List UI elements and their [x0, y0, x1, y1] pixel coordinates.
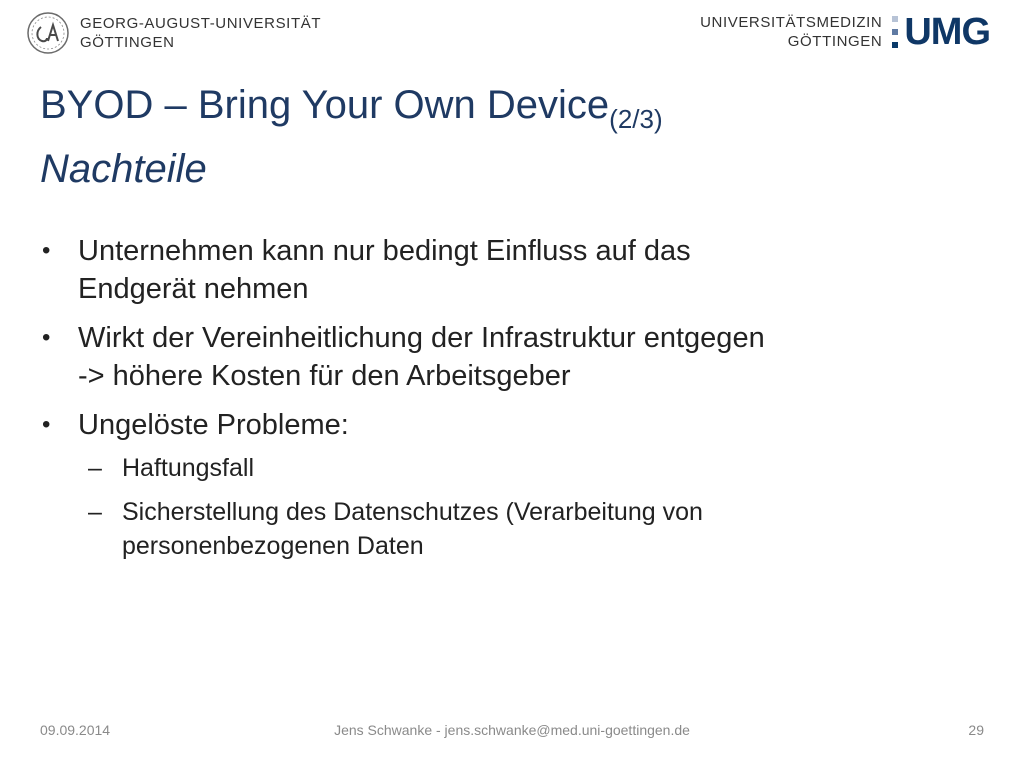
bullet-item — [40, 232, 980, 308]
slide-title — [40, 80, 663, 194]
bullet-dot-icon: • — [42, 324, 51, 351]
footer-author: Jens Schwanke - jens.schwanke@med.uni-goettingen.de — [334, 722, 690, 738]
umg-logo — [700, 12, 990, 52]
university-logo — [26, 10, 321, 56]
sub-bullet-line: personenbezogenen Daten — [122, 532, 424, 560]
university-name — [80, 14, 321, 52]
sub-bullet-item — [40, 451, 980, 485]
footer-page-number: 29 — [968, 722, 984, 738]
bullet-line: Endgerät nehmen — [78, 273, 309, 305]
footer-date: 09.09.2014 — [40, 722, 111, 738]
medical-center-name-line2: GÖTTINGEN — [787, 33, 883, 50]
bullet-item — [40, 406, 980, 444]
bullet-dot-icon: • — [42, 411, 51, 438]
title-line — [40, 80, 663, 144]
bullet-line: Unternehmen kann nur bedingt Einfluss auf das — [78, 235, 691, 267]
university-name-line2: GÖTTINGEN — [80, 34, 175, 51]
title-main: BYOD – Bring Your Own Device — [40, 83, 610, 127]
sub-bullet-list — [40, 451, 980, 563]
university-seal-icon — [26, 11, 70, 55]
dash-icon: – — [88, 454, 102, 482]
bullet-line: -> höhere Kosten für den Arbeitsgeber — [78, 360, 571, 392]
bullet-line: Wirkt der Vereinheitlichung der Infrastruktur entgegen — [78, 322, 765, 354]
umg-dots-icon — [892, 16, 898, 48]
bullet-dot-icon: • — [42, 237, 51, 264]
medical-center-name — [700, 13, 882, 51]
sub-bullet-line: Sicherstellung des Datenschutzes (Verarbeitung von — [122, 498, 703, 526]
medical-center-name-line1: UNIVERSITÄTSMEDIZIN — [700, 14, 883, 31]
sub-bullet-item — [40, 495, 980, 563]
sub-bullet-line: Haftungsfall — [122, 454, 255, 482]
slide-content — [40, 232, 980, 573]
dash-icon: – — [88, 498, 102, 526]
bullet-item — [40, 319, 980, 395]
title-page-suffix: (2/3) — [609, 104, 663, 134]
university-name-line1: GEORG-AUGUST-UNIVERSITÄT — [80, 15, 322, 32]
umg-wordmark: UMG — [904, 11, 990, 53]
title-subtitle: Nachteile — [40, 147, 207, 191]
bullet-line: Ungelöste Probleme: — [78, 409, 349, 441]
